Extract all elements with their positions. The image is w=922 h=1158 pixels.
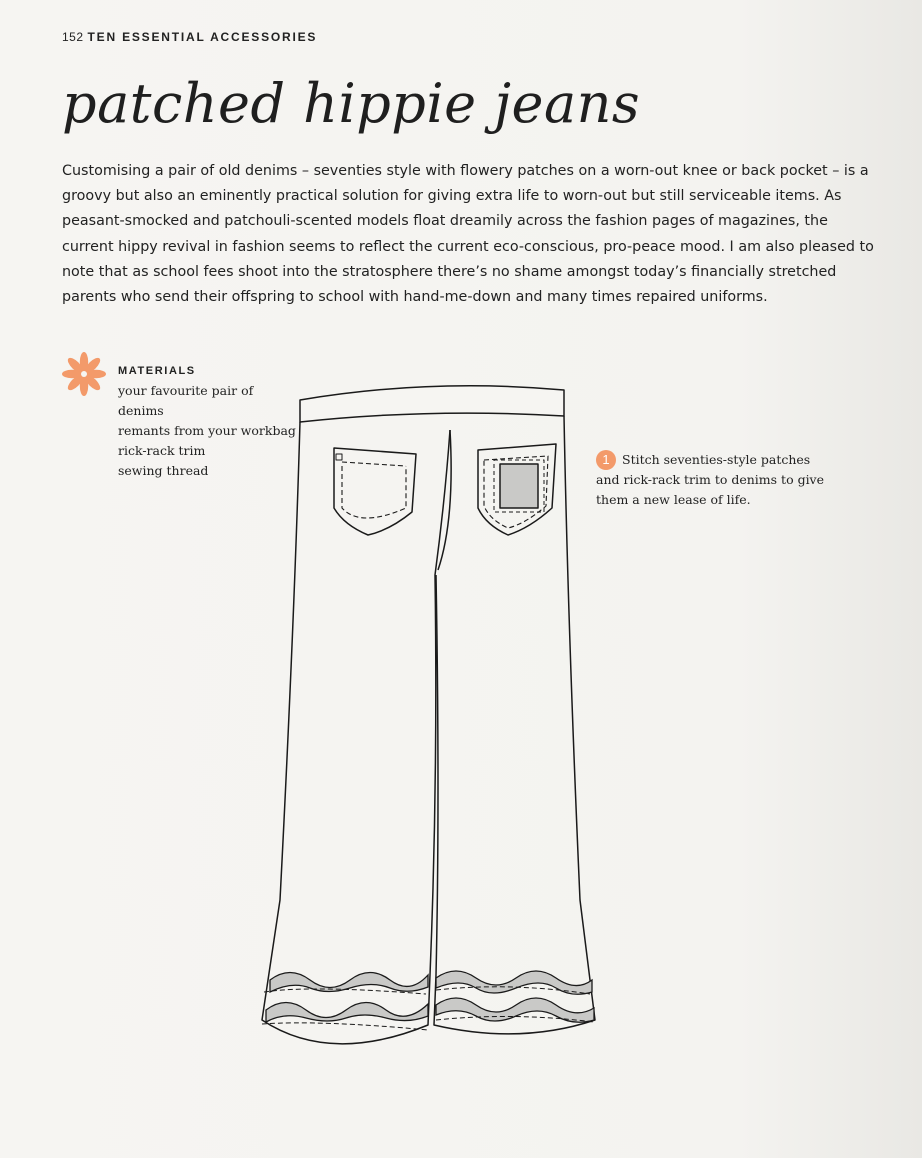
step-text: Stitch seventies-style patches and rick-rack trim to denims to give them a new lease of life. [596, 452, 825, 507]
step-number-badge: 1 [596, 450, 616, 470]
asterisk-flower-icon [62, 352, 106, 396]
material-item: your favourite pair of [118, 383, 254, 398]
step-1 [596, 450, 836, 510]
material-item: sewing thread [118, 463, 209, 478]
material-item: denims [118, 403, 164, 418]
page-number: 152 [62, 30, 84, 44]
left-pocket [334, 448, 416, 535]
left-leg [262, 422, 450, 1044]
page-title: patched hippie jeans [62, 72, 641, 135]
running-head [62, 30, 317, 44]
section-title: TEN ESSENTIAL ACCESSORIES [87, 30, 318, 44]
jeans-illustration [250, 380, 610, 1060]
rick-rack-left [262, 973, 428, 1031]
material-item: rick-rack trim [118, 443, 206, 458]
pocket-patch [500, 464, 538, 508]
materials-heading: MATERIALS [118, 365, 196, 377]
waistband [300, 386, 564, 422]
rick-rack-right [436, 971, 594, 1022]
intro-paragraph: Customising a pair of old denims – seventies style with flowery patches on a worn-out knee or back pocket – is a groovy but also an eminently practical solution for giving extra life to worn-out but still serviceable items. As peasant-smocked and patchouli-scented models float dreamily across the fashion pages of magazines, the current hippy revival in fashion seems to reflect the current eco-conscious, pro-peace mood. I am also pleased to note that as school fees shoot into the stratosphere there’s no shame amongst today’s financially stretched parents who send their offspring to school with hand-me-down and many times repaired uniforms. [62, 163, 874, 306]
material-item: remants from your workbag [118, 423, 296, 438]
